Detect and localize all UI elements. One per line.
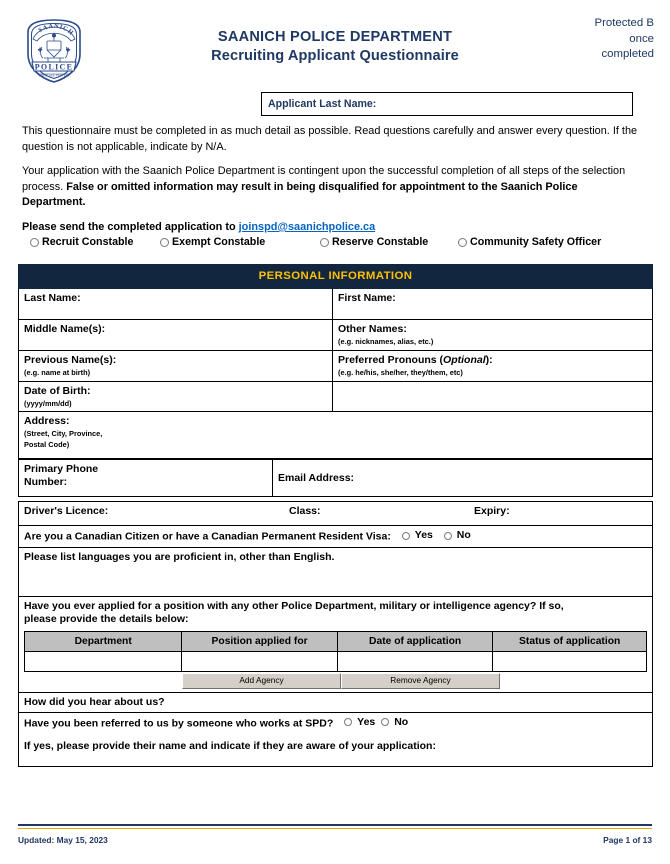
title-department: SAANICH POLICE DEPARTMENT bbox=[217, 29, 453, 45]
field-previous-names[interactable] bbox=[19, 351, 333, 382]
field-label: Date of Birth: bbox=[24, 384, 91, 397]
section-header-row bbox=[19, 265, 653, 289]
section-title-personal-information: PERSONAL INFORMATION bbox=[19, 265, 653, 289]
field-label-line-1: Primary Phone bbox=[24, 463, 99, 475]
svg-text:SERVE AND PROTECT: SERVE AND PROTECT bbox=[38, 74, 70, 78]
table-row-languages bbox=[19, 547, 653, 596]
title-subtitle: Recruiting Applicant Questionnaire bbox=[211, 48, 459, 64]
protected-line-1: Protected B bbox=[594, 17, 654, 29]
field-hint: (yyyy/mm/dd) bbox=[24, 398, 72, 408]
protected-classification bbox=[534, 16, 654, 63]
question-label: Are you a Canadian Citizen or have a Canadian Permanent Resident Visa: bbox=[24, 530, 391, 543]
cell-department[interactable] bbox=[25, 651, 182, 671]
field-date-of-birth-blank[interactable] bbox=[333, 381, 653, 412]
option-label: Reserve Constable bbox=[332, 236, 429, 248]
personal-information-table bbox=[18, 264, 653, 459]
field-label-class: Class: bbox=[289, 505, 321, 517]
radio-icon[interactable] bbox=[30, 238, 39, 247]
question-label-line-2: please provide the details below: bbox=[24, 612, 189, 625]
yes-label: Yes bbox=[414, 529, 433, 541]
option-recruit-constable[interactable] bbox=[30, 236, 133, 248]
cell-position[interactable] bbox=[182, 651, 338, 671]
applicant-last-name-field[interactable] bbox=[261, 92, 633, 116]
cell-status[interactable] bbox=[493, 651, 647, 671]
question-label: Please list languages you are proficient in, other than English. bbox=[24, 550, 335, 563]
field-label: Middle Name(s): bbox=[24, 323, 106, 335]
field-date-of-birth[interactable] bbox=[19, 381, 333, 412]
option-reserve-constable[interactable] bbox=[320, 236, 428, 248]
question-label-line-1: Have you ever applied for a position with any other Police Department, military or intelligence agency? If so, bbox=[24, 599, 564, 612]
table-row-names bbox=[19, 289, 653, 320]
citizenship-no-option[interactable] bbox=[444, 529, 471, 542]
remaining-questions-table bbox=[18, 501, 653, 767]
radio-icon[interactable] bbox=[320, 238, 329, 247]
field-hint: (e.g. nicknames, alias, etc.) bbox=[338, 337, 434, 346]
field-hear-about-us[interactable] bbox=[19, 692, 653, 712]
pronouns-label-post: ): bbox=[485, 354, 493, 366]
column-header-date: Date of application bbox=[337, 631, 493, 651]
table-row-middle-other-names bbox=[19, 320, 653, 351]
radio-icon[interactable] bbox=[160, 238, 169, 247]
column-header-status: Status of application bbox=[493, 631, 647, 651]
field-other-applications bbox=[19, 596, 653, 692]
table-row-phone-email bbox=[19, 460, 653, 497]
field-label-line-2: Number: bbox=[24, 476, 68, 488]
field-primary-phone-number[interactable] bbox=[19, 460, 273, 497]
svg-text:SAANICH: SAANICH bbox=[37, 22, 75, 37]
field-last-name[interactable] bbox=[19, 289, 333, 320]
field-label: Other Names: bbox=[338, 323, 407, 335]
field-hint-line-2: Postal Code) bbox=[24, 439, 70, 449]
column-header-position: Position applied for bbox=[182, 631, 338, 651]
send-application-prefix: Please send the completed application to bbox=[22, 220, 239, 233]
field-label-drivers-licence: Driver's Licence: bbox=[24, 505, 109, 517]
drivers-licence-inline-group bbox=[24, 505, 647, 518]
radio-icon[interactable] bbox=[344, 718, 352, 726]
field-other-names[interactable] bbox=[333, 320, 653, 351]
footer-updated-date: Updated: May 15, 2023 bbox=[18, 835, 108, 846]
footer-rule-navy bbox=[18, 824, 652, 826]
protected-line-2: once bbox=[629, 32, 654, 45]
joinspd-email-link[interactable]: joinspd@saanichpolice.ca bbox=[238, 220, 376, 233]
table-row-other-applications bbox=[19, 596, 653, 692]
intro-paragraph-2-normal: Your application with the Saanich Police Department is contingent upon the successful completion of all steps of the selection process. bbox=[22, 165, 626, 193]
field-hint-line-1: (Street, City, Province, bbox=[24, 429, 103, 438]
pronouns-label-optional: Optional bbox=[443, 354, 486, 366]
field-citizenship-question bbox=[19, 526, 653, 548]
referral-no-option[interactable] bbox=[381, 716, 408, 729]
add-agency-button[interactable]: Add Agency bbox=[182, 673, 341, 689]
intro-text-block bbox=[22, 124, 642, 236]
field-drivers-licence-row[interactable] bbox=[19, 502, 653, 526]
table-row-drivers-licence bbox=[19, 502, 653, 526]
agency-button-row bbox=[182, 673, 647, 689]
no-label: No bbox=[456, 529, 471, 541]
remove-agency-button[interactable]: Remove Agency bbox=[341, 673, 500, 689]
radio-icon[interactable] bbox=[402, 532, 410, 540]
intro-paragraph-2-bold: False or omitted information may result in being disqualified for appointment to the Saanich Police Department. bbox=[22, 180, 578, 209]
option-label: Recruit Constable bbox=[42, 236, 134, 248]
question-label-referred: Have you been referred to us by someone who works at SPD? bbox=[24, 717, 334, 729]
question-label-referral-followup: If yes, please provide their name and indicate if they are aware of your application: bbox=[24, 740, 436, 752]
intro-paragraph-1: This questionnaire must be completed in as much detail as possible. Read questions carefully and answer every question. If the question is not applicable, indicate by N/A. bbox=[22, 125, 638, 153]
intro-paragraph-2 bbox=[22, 164, 642, 211]
radio-icon[interactable] bbox=[381, 718, 389, 726]
field-hint: (e.g. he/his, she/her, they/them, etc) bbox=[338, 368, 463, 377]
radio-icon[interactable] bbox=[444, 532, 452, 540]
field-referral[interactable] bbox=[19, 712, 653, 766]
field-first-name[interactable] bbox=[333, 289, 653, 320]
field-languages[interactable] bbox=[19, 547, 653, 596]
contact-table bbox=[18, 459, 653, 497]
pronouns-label-pre: Preferred Pronouns ( bbox=[338, 354, 444, 366]
citizenship-yes-option[interactable] bbox=[402, 529, 433, 542]
table-row-hear-about-us bbox=[19, 692, 653, 712]
footer-text-row bbox=[18, 835, 652, 845]
field-middle-names[interactable] bbox=[19, 320, 333, 351]
agency-table-header-row bbox=[25, 631, 647, 651]
column-header-department: Department bbox=[25, 631, 182, 651]
table-row-referral bbox=[19, 712, 653, 766]
option-community-safety-officer[interactable] bbox=[458, 236, 601, 248]
field-label: Previous Name(s): bbox=[24, 354, 117, 366]
table-row-citizenship bbox=[19, 526, 653, 548]
option-label: Community Safety Officer bbox=[470, 236, 602, 248]
field-label-expiry: Expiry: bbox=[474, 505, 510, 517]
field-hint: (e.g. name at birth) bbox=[24, 368, 91, 377]
table-row-previous-names-pronouns bbox=[19, 351, 653, 382]
field-label: Email Address: bbox=[278, 471, 355, 484]
field-address[interactable] bbox=[19, 412, 653, 459]
page-title bbox=[150, 28, 520, 66]
svg-text:POLICE: POLICE bbox=[34, 62, 74, 72]
option-label: Exempt Constable bbox=[172, 236, 266, 248]
radio-icon[interactable] bbox=[458, 238, 467, 247]
protected-line-3: completed bbox=[601, 48, 654, 60]
page-header bbox=[0, 0, 670, 82]
field-preferred-pronouns[interactable] bbox=[333, 351, 653, 382]
footer-rule-gold bbox=[18, 828, 652, 829]
agency-table-row bbox=[25, 651, 647, 671]
field-label bbox=[338, 354, 493, 366]
field-label: Last Name: bbox=[24, 292, 81, 304]
position-type-options bbox=[30, 236, 644, 254]
saanich-police-badge-logo bbox=[16, 12, 92, 88]
field-email-address[interactable] bbox=[273, 460, 653, 497]
yes-label: Yes bbox=[357, 715, 376, 728]
no-label: No bbox=[394, 715, 409, 728]
footer-page-number: Page 1 of 13 bbox=[603, 835, 652, 846]
applicant-last-name-label: Applicant Last Name: bbox=[268, 98, 377, 110]
table-row-date-of-birth bbox=[19, 381, 653, 412]
send-application-line bbox=[22, 220, 642, 236]
agency-application-table bbox=[24, 631, 647, 672]
referral-yes-option[interactable] bbox=[344, 716, 375, 729]
field-label: First Name: bbox=[338, 292, 396, 304]
page-footer bbox=[18, 824, 652, 845]
field-label: Address: bbox=[24, 415, 70, 427]
table-row-address bbox=[19, 412, 653, 459]
cell-date[interactable] bbox=[337, 651, 493, 671]
question-label: How did you hear about us? bbox=[24, 695, 165, 708]
option-exempt-constable[interactable] bbox=[160, 236, 265, 248]
